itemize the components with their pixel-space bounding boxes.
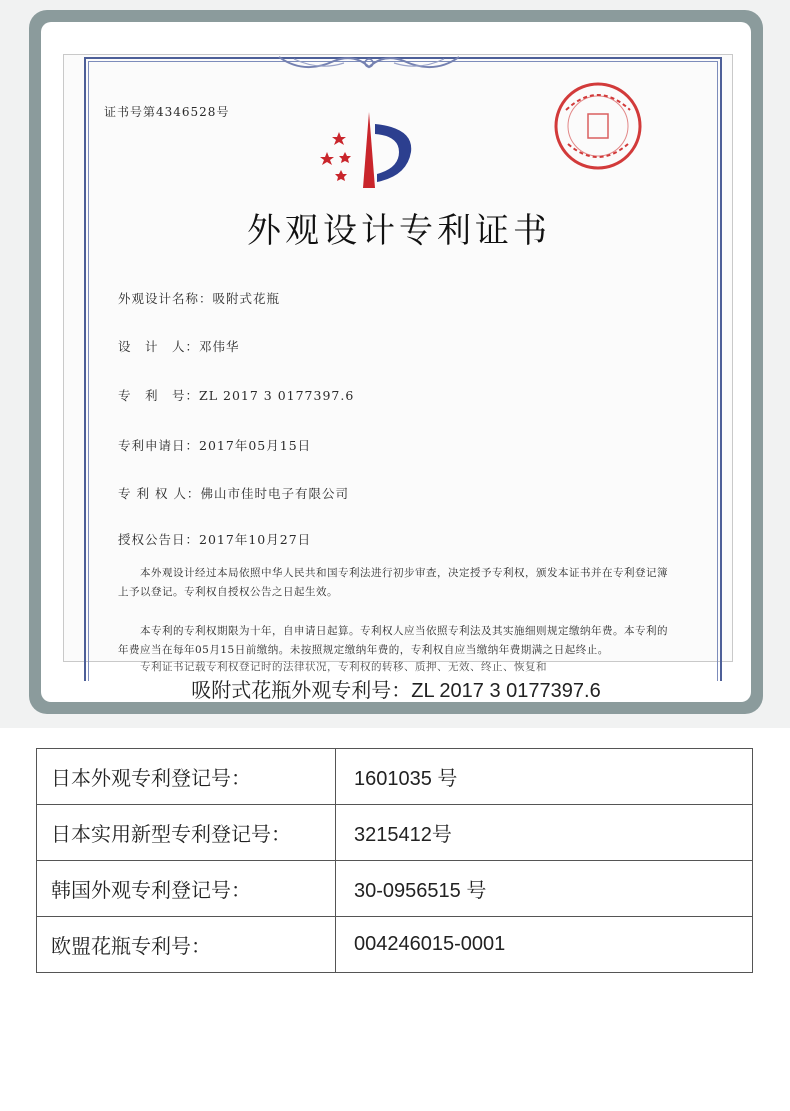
- field-label: 专 利 权 人: [118, 486, 187, 501]
- certificate-paragraph: 本外观设计经过本局依照中华人民共和国专利法进行初步审查，决定授予专利权，颁发本证书并在专利登记簿上予以登记。专利权自授权公告之日起生效。: [118, 567, 668, 598]
- registration-value: 004246015-0001: [336, 917, 753, 973]
- certificate-title: 外观设计专利证书: [247, 211, 551, 251]
- field-value: 2017年10月27日: [199, 532, 312, 547]
- patent-caption: 吸附式花瓶外观专利号：ZL 2017 3 0177397.6: [191, 680, 601, 702]
- frame-inner: [41, 22, 751, 702]
- field-label: 专利申请日: [118, 438, 186, 453]
- certificate-number: 证书号第4346528号: [104, 105, 230, 119]
- certificate-image: [63, 54, 733, 673]
- field-designer: 设 计 人：邓伟华: [118, 339, 240, 354]
- table-row: [37, 861, 753, 917]
- field-value: 吸附式花瓶: [212, 291, 281, 306]
- registration-label: 日本外观专利登记号：: [37, 749, 336, 805]
- registration-value: 1601035 号: [336, 749, 753, 805]
- certificate-frame: [29, 10, 763, 714]
- certificate-paragraph: 专利证书记载专利权登记时的法律状况，专利权的转移、质押、无效、终止、恢复和: [140, 661, 547, 673]
- field-patentee: 专 利 权 人：佛山市佳时电子有限公司: [118, 486, 349, 501]
- field-value: 佛山市佳时电子有限公司: [200, 486, 349, 501]
- field-label: 授权公告日: [118, 532, 186, 547]
- field-label: 外观设计名称: [118, 291, 200, 306]
- field-label: 设 计 人: [118, 339, 186, 354]
- official-seal-icon: [552, 80, 644, 172]
- field-value: ZL 2017 3 0177397.6: [199, 388, 355, 403]
- patent-office-emblem-icon: [319, 110, 419, 190]
- field-patent-number: 专 利 号：ZL 2017 3 0177397.6: [118, 388, 355, 403]
- registration-table: [36, 748, 753, 973]
- table-row: [37, 749, 753, 805]
- field-label: 专 利 号: [118, 388, 186, 403]
- certificate-paragraph: 本专利的专利权期限为十年，自申请日起算。专利权人应当依照专利法及其实施细则规定缴纳年费。本专利的年费应当在每年05月15日前缴纳。未按照规定缴纳年费的，专利权自应当缴纳年费期满之日起终止。: [118, 625, 668, 656]
- field-grant-date: 授权公告日：2017年10月27日: [118, 532, 312, 547]
- field-value: 邓伟华: [199, 339, 240, 354]
- table-row: [37, 805, 753, 861]
- registration-label: 韩国外观专利登记号：: [37, 861, 336, 917]
- registration-value: 3215412号: [336, 805, 753, 861]
- field-design-name: 外观设计名称：吸附式花瓶: [118, 291, 281, 306]
- field-application-date: 专利申请日：2017年05月15日: [118, 438, 312, 453]
- ornament-icon: [274, 53, 464, 77]
- registration-value: 30-0956515 号: [336, 861, 753, 917]
- field-value: 2017年05月15日: [199, 438, 312, 453]
- table-row: [37, 917, 753, 973]
- registration-label: 欧盟花瓶专利号：: [37, 917, 336, 973]
- registration-label: 日本实用新型专利登记号：: [37, 805, 336, 861]
